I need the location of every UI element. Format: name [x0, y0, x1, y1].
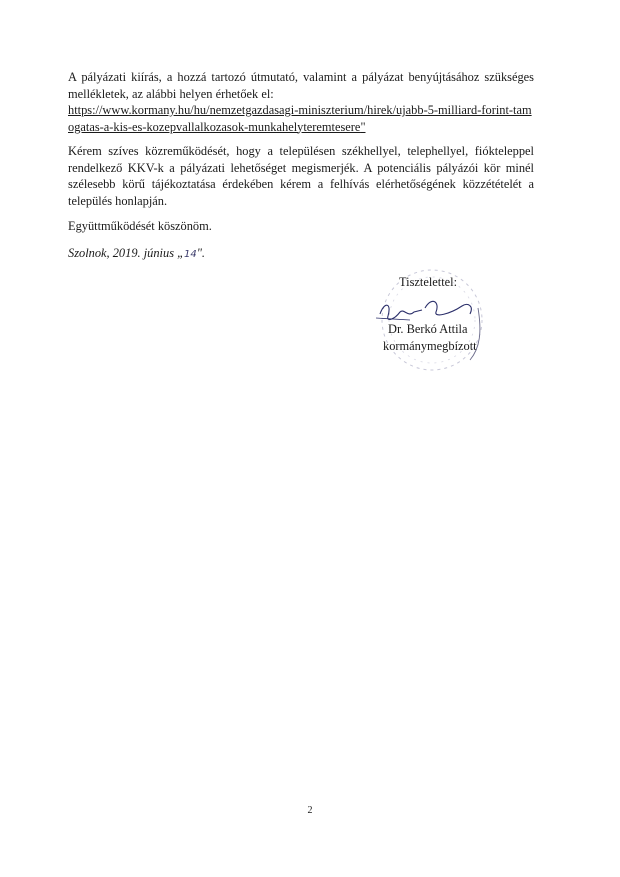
handwritten-signature	[380, 301, 471, 319]
attachments-link[interactable]	[68, 102, 534, 135]
closing-salutation: Tisztelettel:	[399, 275, 458, 289]
paragraph-request: Kérem szíves közreműködését, hogy a településen székhellyel, telephellyel, fiókteleppel rendelkező KKV-k a pályázati lehetőséget megismerjék. A potenciális pályázói kör minél szélesebb körű tájékoztatása érdekében kérem a felhívás elérhetőségének közzétételét a település honlapján.	[68, 144, 534, 208]
paragraph-attachments-text: A pályázati kiírás, a hozzá tartozó útmutató, valamint a pályázat benyújtásához szükséges mellékletek, az alábbi helyen érhetőek el:	[68, 70, 534, 101]
link-closing-quote: "	[360, 119, 366, 134]
date-close: ".	[196, 246, 206, 260]
page-number: 2	[307, 805, 313, 816]
signer-title: kormánymegbízott	[383, 339, 477, 353]
date-line	[68, 245, 534, 264]
date-day-handwritten: 14	[184, 249, 197, 260]
paragraph-thanks: Együttműködését köszönöm.	[68, 219, 212, 233]
date-text: Szolnok, 2019. június „	[68, 246, 184, 260]
attachments-link-text[interactable]: https://www.kormany.hu/hu/nemzetgazdasagi-miniszterium/hirek/ujabb-5-milliard-forint-tamogatas-a-kis-es-kozepvallalkozasok-munkahelyteremtesere	[68, 103, 532, 134]
signer-name: Dr. Berkó Attila	[388, 322, 468, 336]
paragraph-attachments	[68, 69, 534, 135]
